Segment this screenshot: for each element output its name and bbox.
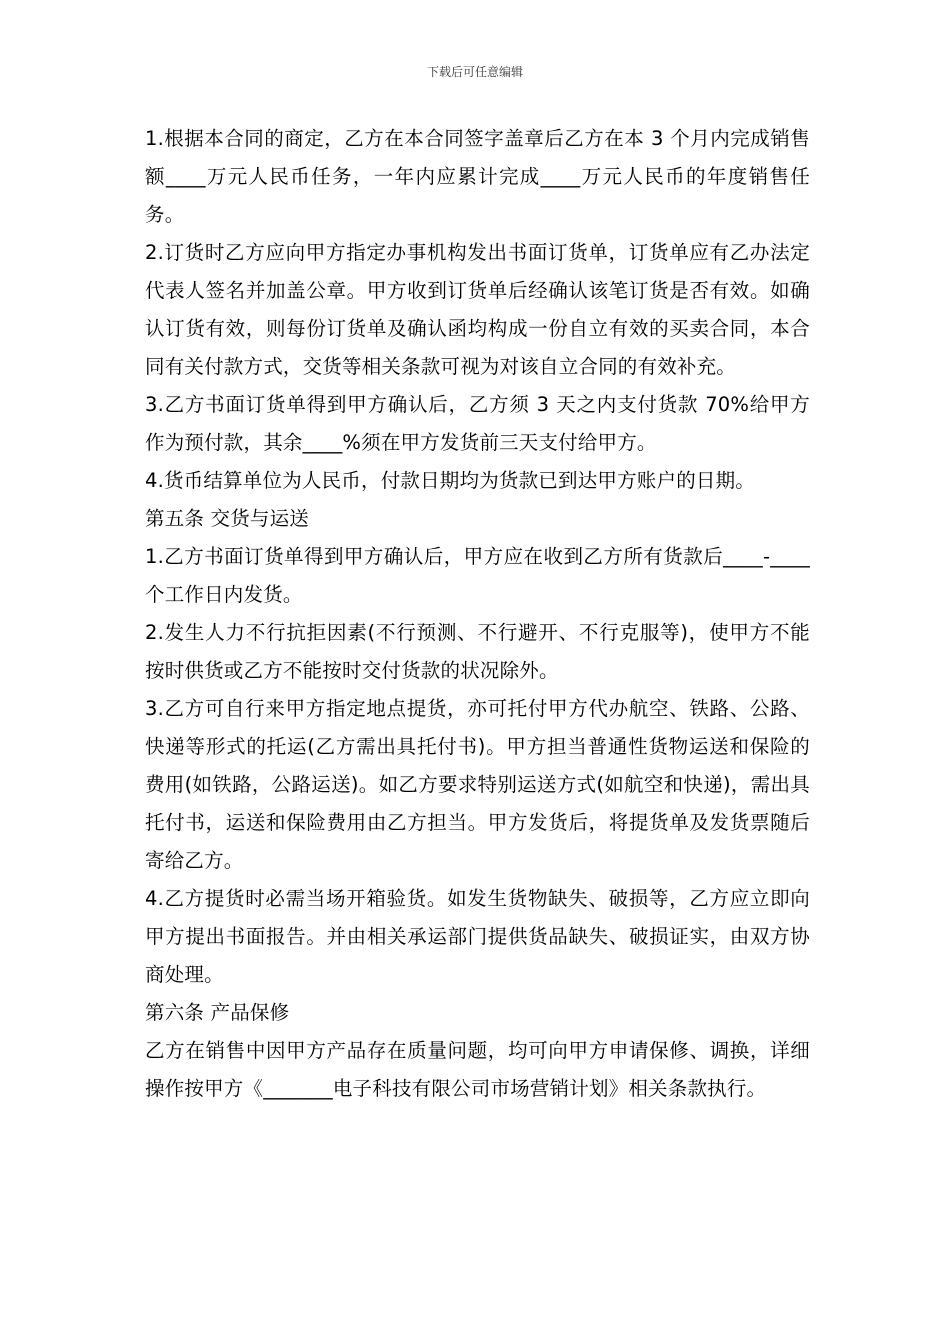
section-heading: 第五条 交货与运送 bbox=[145, 507, 309, 530]
clause-paragraph: 2.订货时乙方应向甲方指定办事机构发出书面订货单，订货单应有乙办法定代表人签名并加盖公章。甲方收到订货单后经确认该笔订货是否有效。如确认订货有效，则每份订货单及确认函均构成一份自立有效的买卖合同，本合同有关付款方式，交货等相关条款可视为对该自立合同的有效补充。 bbox=[145, 241, 810, 378]
document-body bbox=[145, 120, 810, 1108]
clause-paragraph: 1.根据本合同的商定，乙方在本合同签字盖章后乙方在本 3 个月内完成销售额____万元人民币任务，一年内应累计完成____万元人民币的年度销售任务。 bbox=[145, 127, 810, 226]
clause-paragraph: 4.货币结算单位为人民币，付款日期均为货款已到达甲方账户的日期。 bbox=[145, 469, 756, 492]
clause-paragraph: 3.乙方书面订货单得到甲方确认后，乙方须 3 天之内支付货款 70%给甲方作为预付款，其余____%须在甲方发货前三天支付给甲方。 bbox=[145, 393, 810, 454]
clause-paragraph: 2.发生人力不行抗拒因素(不行预测、不行避开、不行克服等)，使甲方不能按时供货或乙方不能按时交付货款的状况除外。 bbox=[145, 621, 810, 682]
clause-paragraph: 乙方在销售中因甲方产品存在质量问题，均可向甲方申请保修、调换，详细操作按甲方《_______电子科技有限公司市场营销计划》相关条款执行。 bbox=[145, 1039, 810, 1100]
clause-paragraph: 3.乙方可自行来甲方指定地点提货，亦可托付甲方代办航空、铁路、公路、快递等形式的托运(乙方需出具托付书)。甲方担当普通性货物运送和保险的费用(如铁路，公路运送)。如乙方要求特别运送方式(如航空和快递)，需出具托付书，运送和保险费用由乙方担当。甲方发货后，将提货单及发货票随后寄给乙方。 bbox=[145, 697, 810, 872]
section-heading: 第六条 产品保修 bbox=[145, 1001, 290, 1024]
clause-paragraph: 1.乙方书面订货单得到甲方确认后，甲方应在收到乙方所有货款后____-____个工作日内发货。 bbox=[145, 545, 810, 606]
page-header: 下载后可任意编辑 bbox=[426, 65, 523, 79]
clause-paragraph: 4.乙方提货时必需当场开箱验货。如发生货物缺失、破损等，乙方应立即向甲方提出书面报告。并由相关承运部门提供货品缺失、破损证实，由双方协商处理。 bbox=[145, 887, 810, 986]
